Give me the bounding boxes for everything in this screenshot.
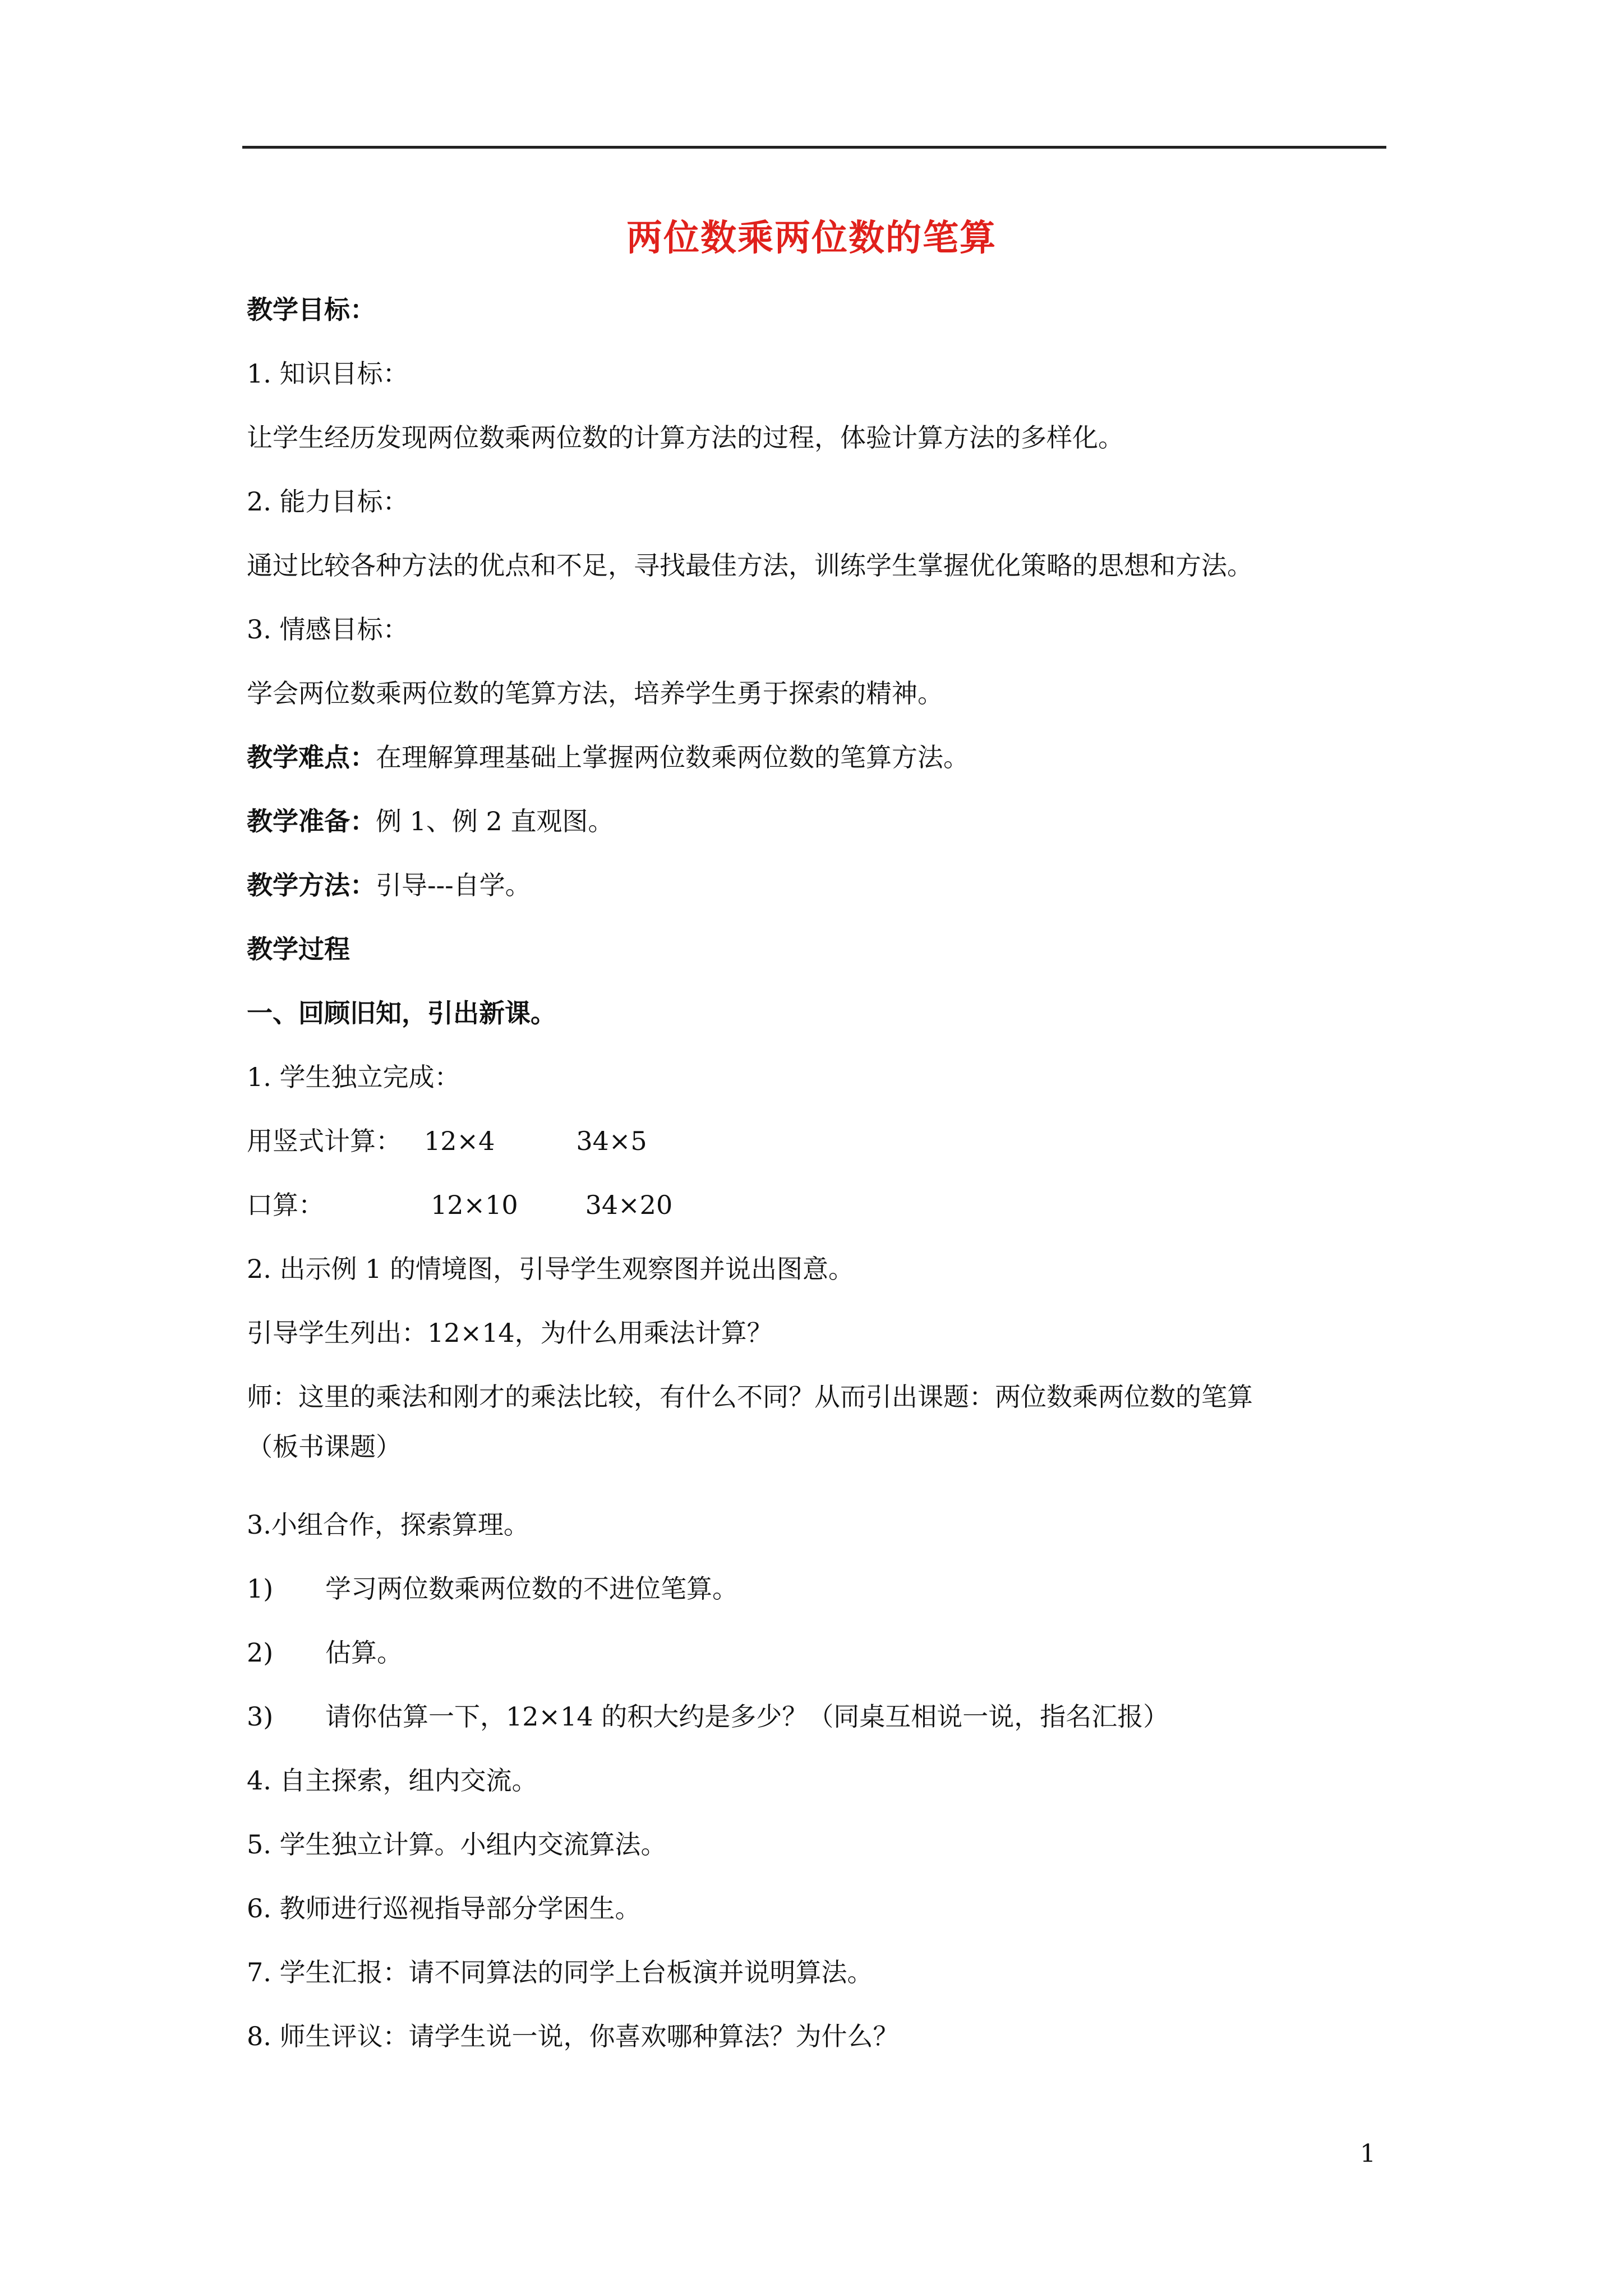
teaching-difficulty-text: 在理解算理基础上掌握两位数乘两位数的笔算方法。 — [376, 742, 969, 772]
step-5-text: 5. 学生独立计算。小组内交流算法。 — [247, 1829, 667, 1860]
sub-item-2 — [247, 1635, 1385, 1699]
teaching-method — [247, 867, 1385, 931]
step-6-text: 6. 教师进行巡视指导部分学困生。 — [247, 1893, 641, 1924]
header-rule — [242, 146, 1386, 149]
objective-2-text: 通过比较各种方法的优点和不足，寻找最佳方法，训练学生掌握优化策略的思想和方法。 — [247, 550, 1253, 581]
sub-item-2-text: 估算。 — [325, 1637, 403, 1668]
teaching-difficulty — [247, 739, 1385, 803]
calc-vertical-row — [247, 1123, 1385, 1187]
objective-1-text: 让学生经历发现两位数乘两位数的计算方法的过程，体验计算方法的多样化。 — [247, 422, 1124, 453]
step-2-guide-text: 引导学生列出：12×14，为什么用乘法计算？ — [247, 1318, 773, 1348]
document-body — [247, 292, 1385, 2082]
page-number: 1 — [1360, 2139, 1376, 2168]
calc-oral-label: 口算： — [247, 1190, 324, 1220]
objective-1-heading: 1. 知识目标： — [247, 358, 409, 389]
teaching-difficulty-label: 教学难点： — [247, 742, 376, 772]
step-8-text: 8. 师生评议：请学生说一说，你喜欢哪种算法？为什么？ — [247, 2021, 899, 2051]
sub-item-3 — [247, 1699, 1385, 1763]
section-heading-process: 教学过程 — [247, 934, 350, 964]
calc-oral-a: 12×10 — [431, 1190, 518, 1220]
step-1-heading: 1. 学生独立完成： — [247, 1062, 460, 1092]
calc-vertical-label: 用竖式计算： — [247, 1126, 402, 1156]
sub-item-1-text: 学习两位数乘两位数的不进位笔算。 — [325, 1573, 738, 1604]
teaching-method-label: 教学方法： — [247, 870, 376, 900]
calc-oral-b: 34×20 — [585, 1190, 673, 1220]
objective-3-text: 学会两位数乘两位数的笔算方法，培养学生勇于探索的精神。 — [247, 678, 943, 708]
sub-item-2-number: 2) — [247, 1637, 274, 1668]
step-4-text: 4. 自主探索，组内交流。 — [247, 1765, 538, 1796]
teacher-paragraph — [247, 1365, 1385, 1479]
teacher-paragraph-line-2: （板书课题） — [247, 1432, 402, 1462]
calc-vertical-a: 12×4 — [424, 1126, 495, 1156]
step-7-text: 7. 学生汇报：请不同算法的同学上台板演并说明算法。 — [247, 1957, 873, 1987]
sub-item-1-number: 1) — [247, 1573, 274, 1604]
sub-item-1 — [247, 1571, 1385, 1635]
objective-3-heading: 3. 情感目标： — [247, 614, 409, 645]
teacher-paragraph-line-1: 师：这里的乘法和刚才的乘法比较，有什么不同？从而引出课题：两位数乘两位数的笔算 — [247, 1382, 1253, 1412]
calc-vertical-b: 34×5 — [576, 1126, 647, 1156]
teaching-preparation-label: 教学准备： — [247, 806, 376, 836]
teaching-preparation-text: 例 1、例 2 直观图。 — [376, 806, 614, 836]
step-3-heading: 3.小组合作，探索算理。 — [247, 1510, 529, 1540]
sub-item-3-number: 3) — [247, 1701, 274, 1732]
teaching-method-text: 引导---自学。 — [376, 870, 531, 900]
objective-2-heading: 2. 能力目标： — [247, 486, 409, 517]
calc-oral-row — [247, 1187, 1385, 1251]
teaching-preparation — [247, 803, 1385, 867]
document-title: 两位数乘两位数的笔算 — [626, 217, 997, 259]
section-heading-review: 一、回顾旧知，引出新课。 — [247, 998, 556, 1028]
sub-item-3-text: 请你估算一下，12×14 的积大约是多少？（同桌互相说一说，指名汇报） — [325, 1701, 1169, 1732]
section-heading-objectives: 教学目标： — [247, 295, 376, 325]
step-2-text: 2. 出示例 1 的情境图，引导学生观察图并说出图意。 — [247, 1254, 855, 1284]
